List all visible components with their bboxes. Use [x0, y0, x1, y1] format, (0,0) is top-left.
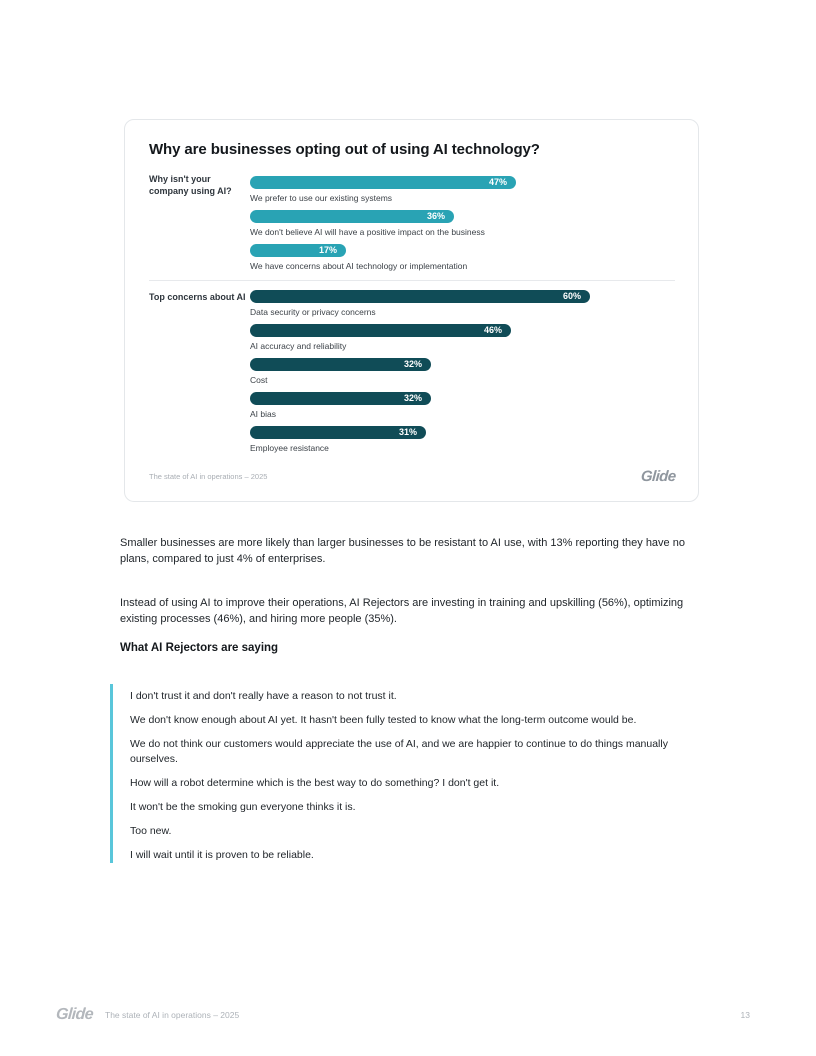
page-footer — [56, 1004, 750, 1026]
quotes-block — [110, 684, 702, 863]
chart-card-footer — [149, 466, 676, 486]
bar-value-label: 60% — [562, 291, 581, 301]
chart-bar-row — [250, 358, 675, 392]
chart-group-label: Top concerns about AI — [149, 292, 246, 302]
bar-value-label: 32% — [403, 359, 422, 369]
bar-category-label: We have concerns about AI technology or implementation — [250, 261, 468, 271]
bar — [250, 244, 346, 257]
quote-item: I don't trust it and don't really have a reason to not trust it. — [130, 690, 397, 702]
chart-bar-row — [250, 324, 675, 358]
bar-category-label: We don't believe AI will have a positive impact on the business — [250, 227, 485, 237]
chart-bar-row — [250, 426, 675, 460]
bar — [250, 210, 454, 223]
chart-group-why-not-using-ai — [149, 172, 675, 278]
page-number: 13 — [740, 1010, 750, 1020]
chart-group-top-concerns — [149, 290, 675, 460]
bar-category-label: AI bias — [250, 409, 276, 419]
quote-item: We do not think our customers would appreciate the use of AI, and we are happier to continue to do things manually ourselves. — [130, 738, 668, 765]
bar — [250, 392, 431, 405]
quote-item: It won't be the smoking gun everyone thinks it is. — [130, 800, 356, 813]
quotes-section-heading: What AI Rejectors are saying — [120, 642, 279, 654]
bar-category-label: Data security or privacy concerns — [250, 307, 376, 317]
quote-item: We don't know enough about AI yet. It hasn't been fully tested to know what the long-term outcome would be. — [130, 714, 637, 726]
bar-category-label: Cost — [250, 375, 268, 385]
quote-item: I will wait until it is proven to be reliable. — [130, 848, 314, 861]
chart-bar-row — [250, 210, 675, 244]
bar — [250, 176, 516, 189]
bar-category-label: Employee resistance — [250, 443, 329, 453]
bar-value-label: 17% — [318, 245, 337, 255]
bar — [250, 358, 431, 371]
bar-category-label: We prefer to use our existing systems — [250, 193, 393, 203]
bar-value-label: 31% — [398, 427, 417, 437]
chart-title: Why are businesses opting out of using AI technology? — [149, 141, 540, 158]
chart-bar-row — [250, 176, 675, 210]
bar — [250, 426, 426, 439]
quote-item: How will a robot determine which is the best way to do something? I don't get it. — [130, 776, 500, 789]
bar — [250, 290, 590, 303]
quote-item: Too new. — [130, 824, 172, 837]
bar — [250, 324, 511, 337]
glide-logo: Glide — [640, 467, 677, 485]
quote-list — [130, 689, 702, 862]
footer-doc-title: The state of AI in operations – 2025 — [105, 1010, 240, 1020]
chart-bar-row — [250, 290, 675, 324]
bar-value-label: 47% — [488, 177, 507, 187]
chart-section-divider — [149, 280, 675, 281]
bar-category-label: AI accuracy and reliability — [250, 341, 347, 351]
bar-list — [250, 290, 675, 460]
body-paragraph-2: Instead of using AI to improve their operations, AI Rejectors are investing in training and upskilling (56%), optimizing existing processes (46%), and hiring more people (35%). — [120, 597, 684, 625]
chart-source-caption: The state of AI in operations – 2025 — [149, 471, 268, 481]
bar-list — [250, 172, 675, 278]
bar-value-label: 46% — [483, 325, 502, 335]
chart-bar-row — [250, 392, 675, 426]
chart-card — [124, 119, 699, 502]
glide-logo: Glide — [55, 1006, 94, 1023]
bar-value-label: 32% — [403, 393, 422, 403]
chart-group-label: Why isn't your company using AI? — [149, 174, 232, 196]
bar-value-label: 36% — [426, 211, 445, 221]
chart-bar-row — [250, 244, 675, 278]
body-paragraph-1: Smaller businesses are more likely than larger businesses to be resistant to AI use, with 13% reporting they have no plans, compared to just 4% of enterprises. — [120, 537, 685, 565]
